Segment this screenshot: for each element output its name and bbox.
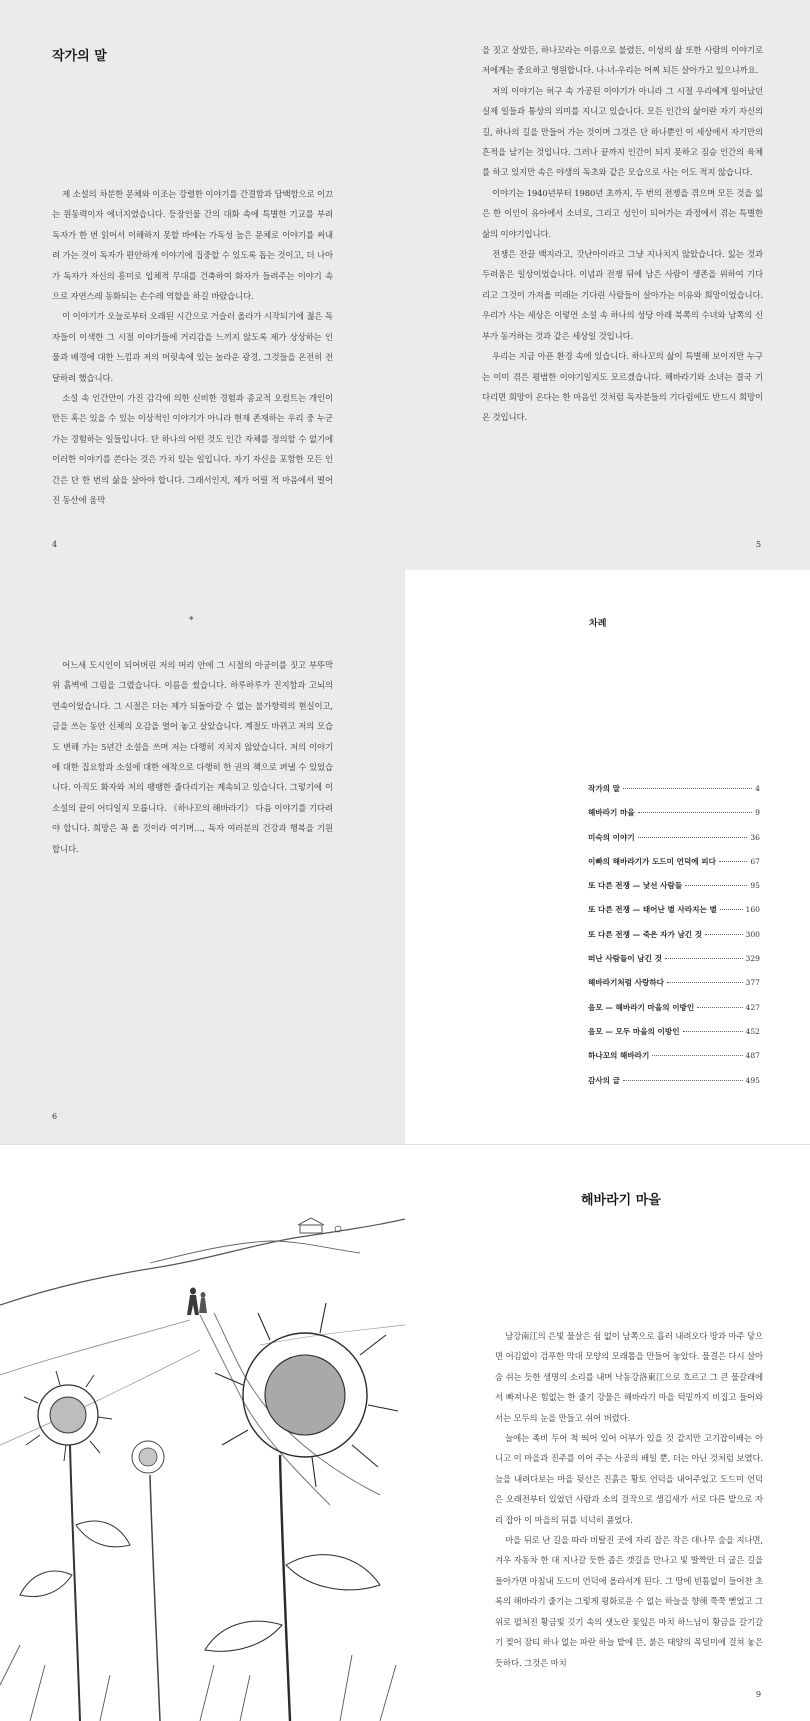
toc-item-title: 이빠의 해바라기가 도드미 언덕에 피다 — [588, 856, 716, 866]
paragraph: 어느새 도시인이 되어버린 저의 머리 안에 그 시절의 아궁이를 짓고 부뚜막 위 흙벽에 그림을 그렸습니다. 이름을 썼습니다. 하루하루가 진지함과 고뇌의 연속이었습니다. 그 시절은 더는 제가 되돌아갈 수 없는 불가항력의 현실이고, 글을 쓰는 동안 신체의 오감을 열어 놓고 살았습니다. 계절도 바뀌고 저의 모습도 변해 가는 5년간 소설을 쓰며 저는 다행히 지치지 않았습니다. 저의 이야기에 대한 집요함과 소설에 대한 애착으로 다행히 한 권의 책으로 펴낼 수 있었습니다. 아직도 화자와 저의 팽팽한 줄다리기는 계속되고 있습니다. 그렇기에 이 소설의 끝이 어디일지 모릅니다. 《하나꼬의 해바라기》 다음 이야기를 기다려야 합니다. 희망은 꼭 올 것이라 여기며…, 독자 여러분의 건강과 행복을 기원합니다. — [52, 660, 333, 854]
page-6 — [0, 570, 405, 1144]
toc-item-page: 487 — [745, 1051, 760, 1061]
toc-leader-dots — [685, 885, 747, 886]
toc-item[interactable] — [588, 1075, 760, 1099]
page-number: 9 — [756, 1690, 762, 1699]
toc-item-title: 하나꼬의 해바라기 — [588, 1051, 650, 1061]
toc-item[interactable] — [588, 977, 760, 1001]
paragraph: 우리는 지금 아픈 환경 속에 있습니다. 하나꼬의 삶이 특별해 보이지만 누구는 이미 겪은 평범한 이야기일지도 모르겠습니다. 해바라기와 소녀는 결국 기다리면 희망이 온다는 한 마음인 것처럼 독자분들의 기다림에도 반드시 희망이 온 것입니다. — [482, 351, 763, 423]
toc-item[interactable] — [588, 880, 760, 904]
toc-item[interactable] — [588, 783, 760, 807]
toc-item-page: 495 — [745, 1075, 760, 1085]
paragraph: 전쟁은 잔끌 백지라고, 갓난아이라고 그냥 지나치지 않았습니다. 잃는 것과 두려움은 일상이었습니다. 이념과 전쟁 뒤에 남은 사람이 생존을 위하여 기다리고 그것이 가져올 미래는 기다린 사람들이 살아가는 이유와 희망이었습니다. 우리가 사는 세상은 이렇먼 소설 속 하나의 성당 아래 북쪽의 수녀와 남쪽의 신부가 동거하는 것과 같은 세상일 것입니다. — [482, 249, 763, 341]
chapter-title: 해바라기 마을 — [581, 1193, 661, 1208]
toc-item-page: 452 — [745, 1026, 760, 1036]
toc-item-title: 해바라기처럼 사랑하다 — [588, 978, 664, 988]
toc-leader-dots — [638, 812, 752, 813]
toc-item-title: 음모 — 모두 마을의 이방인 — [588, 1026, 680, 1036]
toc-item-title: 감사의 글 — [588, 1075, 620, 1085]
toc-leader-dots — [697, 1007, 742, 1008]
page-title: 작가의 말 — [52, 49, 107, 64]
toc-item[interactable] — [588, 953, 760, 977]
page-number: 5 — [756, 540, 762, 549]
paragraph: 이야기는 1940년부터 1980년 초까지, 두 번의 전쟁을 겪으며 모든 것을 잃은 한 이인이 유아에서 소녀로, 그리고 성인이 되어가는 과정에서 겪는 특별한 삶의 이야기입니다. — [482, 187, 763, 239]
toc-item-title: 떠난 사람들이 남긴 것 — [588, 954, 662, 964]
toc-item-page: 377 — [745, 978, 760, 988]
page-number: 6 — [52, 1112, 58, 1121]
toc-leader-dots — [705, 934, 742, 935]
body-text — [495, 1326, 763, 1673]
body-text — [52, 655, 333, 859]
illustration-page — [0, 1145, 405, 1721]
toc-item-page: 4 — [755, 784, 760, 793]
toc-leader-dots — [667, 982, 743, 983]
toc-leader-dots — [652, 1055, 742, 1056]
toc-item-page: 36 — [750, 832, 760, 842]
toc-item-title: 미숙의 이야기 — [588, 832, 635, 842]
toc-leader-dots — [720, 909, 743, 910]
toc-item-page: 95 — [750, 881, 760, 891]
paragraph: 남강南江의 은빛 물살은 쉼 없이 남쪽으로 흘러 내려오다 땅과 마주 닿으면 어김없이 검푸한 막대 모양의 모래톱을 만들어 놓았다. 물결은 다시 살아 숨 쉬는 듯한 생명의 소리를 내며 낙동강洛東江으로 흐르고 그 큰 물갈래에서 빠져나온 힘없는 한 줄기 강물은 해바라기 마을 턱밑까지 비집고 들어와서는 모두의 눈을 만들고 쉬어 버렸다. — [495, 1331, 763, 1423]
paragraph: 저의 이야기는 허구 속 가공된 이야기가 아니라 그 시절 우리에게 일어났던 실제 일들과 통상의 의미를 지니고 있습니다. 모든 인간의 삶이란 자기 자신의 길, 하나의 길을 만들어 가는 것이며 그것은 단 하나뿐인 이 세상에서 자기만의 흔적을 남기는 것입니다. 그러나 끝까지 인간이 되지 못하고 짐승 인간의 육체를 하고 있지만 속은 야생의 독초와 같은 모습으로 사는 이도 적지 않습니다. — [482, 85, 763, 178]
paragraph: 이 이야기가 오늘로부터 오래된 시간으로 거슬러 올라가 시작되기에 젊은 독자들이 이색한 그 시절 이야기들에 거리감을 느끼지 않도록 제가 상상하는 인물과 배경에 대한 느낌과 저의 머릿속에 있는 놀라운 광경, 그것들을 온전히 전달하려 했습니다. — [52, 311, 333, 383]
toc-leader-dots — [683, 1031, 743, 1032]
toc-item-page: 300 — [745, 929, 760, 939]
paragraph: 소설 속 인간만이 가진 감각에 의한 신비한 경험과 종교적 오컬트는 개인이 만든 혹은 있을 수 있는 이상적인 이야기가 아니라 현재 존재하는 우리 중 누군가는 경험하는 일들입니다. 단 하나의 어떤 것도 인간 자체를 정의할 수 없기에 이러한 이야기를 쓴다는 것은 가치 있는 일입니다. 자기 자신을 포함한 모든 인간은 단 한 번의 삶을 살아야 합니다. 그래서인지, 제가 어릴 적 마음에서 떨어진 동산에 움막 — [52, 393, 333, 506]
body-text — [482, 40, 763, 428]
toc-leader-dots — [719, 861, 747, 862]
toc-item[interactable] — [588, 929, 760, 953]
toc-item-title: 해바라기 마을 — [588, 808, 635, 818]
toc-item[interactable] — [588, 832, 760, 856]
toc-title: 차례 — [589, 619, 607, 629]
paragraph: 늘에는 족비 두어 척 띄어 있어 어부가 있을 것 같지만 고기잡이배는 아니고 이 마을과 진주를 이어 주는 사공의 배일 뿐, 더는 아닌 것처럼 보였다. 늪을 내려다보는 마을 뒷산은 진흙은 황토 언덕을 내어주었고 도드미 언덕은 오래전부터 있었던 사람과 소의 걸작으로 생김새가 서로 다른 밭으로 자리 잡아 이 마을의 뒤를 넉넉히 품었다. — [495, 1433, 763, 1525]
toc-leader-dots — [638, 837, 748, 838]
toc-item-title: 또 다른 전쟁 — 낯선 사람들 — [588, 881, 683, 891]
toc-item[interactable] — [588, 1026, 760, 1050]
toc-item[interactable] — [588, 807, 760, 831]
paragraph: 마을 뒤로 난 길을 따라 비탈진 곳에 자리 잡은 작은 대나무 숲을 지나면, 겨우 자동차 한 대 지나갈 듯한 좁은 갯길을 만나고 빛 발짝만 더 굽은 길을 돌아가면 마침내 도드미 언덕에 올라서게 된다. 그 땅에 빈틈없이 들어찬 초록의 해바라기 줄기는 그렇게 평화로운 수 없는 하늘을 향해 쭉쭉 뻗었고 그 위로 펼쳐진 황금빛 깃기 속의 샛노란 꽃잎은 마치 하느님이 황금을 갈기갈기 찢어 잠티 하나 없는 파란 하늘 밭에 뜬, 붉은 태양의 목덜미에 걸쳐 놓은 듯하다. 그것은 마치 — [495, 1535, 763, 1668]
toc-item[interactable] — [588, 856, 760, 880]
toc-item-page: 329 — [745, 954, 760, 964]
toc-item-title: 음모 — 해바라기 마을의 이방인 — [588, 1002, 695, 1012]
section-ornament: * — [189, 616, 194, 626]
toc-item-page: 160 — [745, 905, 760, 915]
sunflower-field-illustration — [0, 1145, 405, 1721]
toc-item-title: 작가의 말 — [588, 784, 620, 793]
toc-item-page: 427 — [745, 1002, 760, 1012]
paragraph: 제 소설의 차분한 문체와 이조는 강렬한 이야기를 간결함과 담백함으로 이끄는 원동력이자 에너지였습니다. 등장인물 간의 대화 속에 특별한 기교를 부려 독자가 한 번 읽어서 이해하지 못할 바에는 가독성 높은 문체로 이야기를 써내려 가는 것이 독자가 편안하게 이야기에 집중할 수 있도록 돕는 것이고, 더 나아가 독자가 자신의 흥미로 입체적 무대를 건축하여 화자가 들려주는 이야기 속으로 자연스레 동화되는 손수레 역할을 하길 바랐습니다. — [52, 189, 334, 302]
page-number: 4 — [52, 540, 58, 549]
toc-leader-dots — [665, 958, 743, 959]
toc-item-title: 또 다른 전쟁 — 죽은 자가 남긴 것 — [588, 929, 703, 939]
toc-leader-dots — [623, 1080, 743, 1081]
toc-item[interactable] — [588, 1050, 760, 1074]
toc-leader-dots — [623, 788, 752, 789]
table-of-contents — [588, 783, 760, 1099]
page-4 — [0, 0, 405, 570]
paragraph: 을 짓고 살았든, 하나꼬라는 이름으로 불렸든, 이성의 삶 또한 사람의 이야기로 저에게는 중요하고 영원합니다. 나-너-우리는 어찌 되든 살아가고 있으니까요. — [482, 45, 763, 76]
toc-item-page: 9 — [755, 808, 760, 818]
toc-item[interactable] — [588, 1002, 760, 1026]
page-9 — [405, 1145, 810, 1721]
toc-item-title: 또 다른 전쟁 — 태어난 별 사라지는 별 — [588, 905, 717, 915]
toc-item[interactable] — [588, 904, 760, 928]
toc-item-page: 67 — [750, 856, 760, 866]
page-5 — [405, 0, 810, 570]
body-text — [52, 184, 333, 511]
